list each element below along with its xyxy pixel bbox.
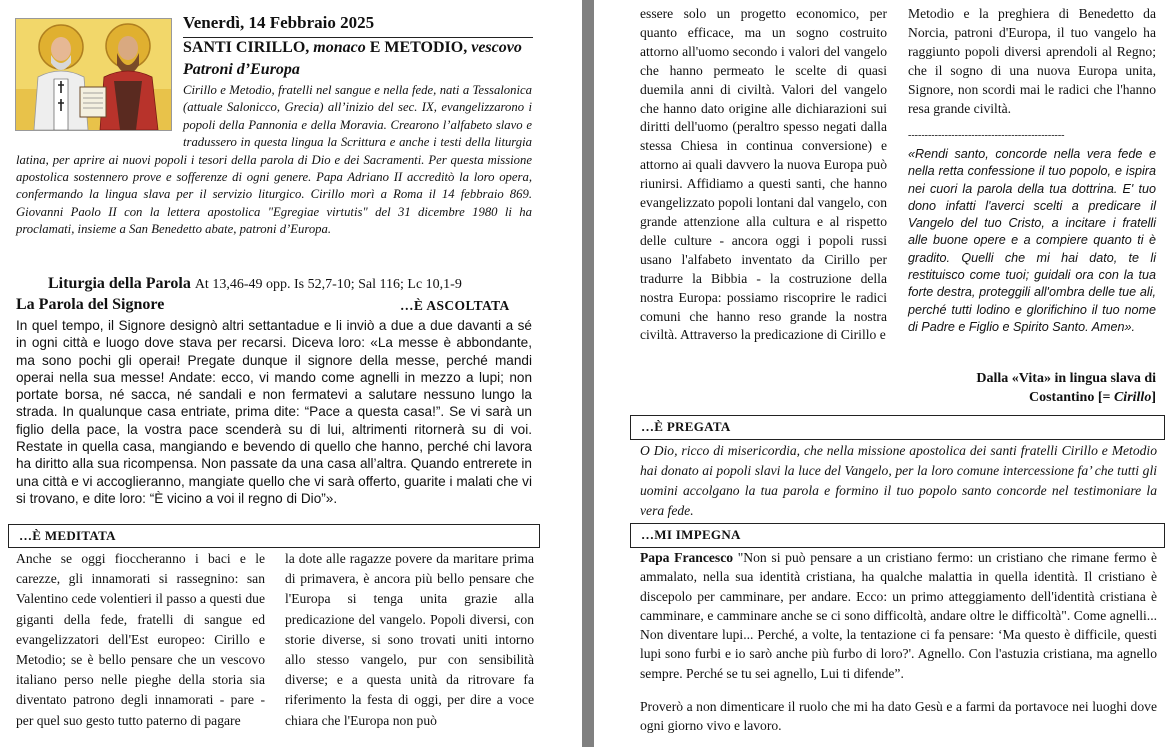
saints-bio-wrap: [16, 82, 532, 274]
gospel-text: In quel tempo, il Signore designò altri settantadue e li inviò a due a due davanti a sé in ogni città e luogo dove stava per recarsi. Diceva loro: «La messe è abbondante, ma sono pochi gli operai! Pregate dunque il signore della messe, perché mandi operai nella sua messe! Andate: ecco, vi mando come agnelli in mezzo a lupi; non portate borsa, né sacca, né sandali e non fermatevi a salutare nessuno lungo la strada. In qualunque casa entriate, prima dite: “Pace a questa casa!”. Se vi sarà un figlio della pace, la vostra pace scenderà su di lui, altrimenti ritornerà su di voi. Restate in quella casa, mangiando e bevendo di quello che hanno, perché chi lavora ha diritto alla sua ricompensa. Non passate da una casa all’altra. Quando entrerete in una città e vi accoglieranno, mangiate quello che vi sarà offerto, guarite i malati che vi si trovano, e dite loro: “È vicino a voi il regno di Dio”».: [16, 318, 532, 506]
quote-source-saint: Cirillo: [1113, 390, 1152, 405]
right-page: [594, 0, 1173, 747]
ascoltata-label: …È ASCOLTATA: [400, 298, 510, 313]
quote-source-line-1: Dalla «Vita» in lingua slava di: [976, 371, 1156, 386]
quote-source-line-2: [908, 388, 1156, 407]
liturgy-heading: [48, 275, 462, 293]
meditata-label: …È MEDITATA: [19, 528, 116, 543]
quote-source-bracket: ]: [1151, 390, 1156, 405]
commitment-text: Proverò a non dimenticare il ruolo che mi ha dato Gesù e a farmi da portavoce nei luoghi dove ogni giorno vivo e lavoro.: [640, 699, 1157, 734]
meditata-box: [8, 524, 540, 548]
pregata-label: …È PREGATA: [641, 419, 731, 434]
saints-bio: Cirillo e Metodio, fratelli nel sangue e nella fede, nati a Tessalonica (attuale Salonicco, Grecia) all’inizio del sec. IX, evangelizzarono i popoli della Pannonia e della Moravia. Crearono l’alfabeto slavo e tradussero in questa lingua la Scrittura e anche i testi della liturgia latina, per aprire ai nuovi popoli i tesori della parola di Dio e dei Sacramenti. Per questa missione apostolica sostennero prove e sofferenze di ogni genere. Papa Adriano II accreditò la loro opera, confermando la lingua slava per il servizio liturgico. Cirillo morì a Roma il 14 febbraio 869. Giovanni Paolo II con la lettera apostolica "Egregiae virtutis" del 31 dicembre 1980 li ha proclamati, insieme a San Benedetto abate, patroni d’Europa.: [16, 83, 532, 237]
meditation-col-1: Anche se oggi fioccheranno i baci e le carezze, gli innamorati si rassegnino: san Valentino cede volentieri il passo a questi due giganti della fede, fratelli di sangue ed evangelizzatori dell'Est europeo: Cirillo e Metodio; se è bello pensare che un vescovo italiano perso nelle pieghe della storia sia diventato patrono degli innamorati - pare - per quel suo gesto tutto paterno di pagare: [16, 551, 265, 728]
saints-title-names-2: E METODIO,: [365, 39, 472, 56]
meditation-col-3: essere solo un progetto economico, per quanto efficace, ma un sogno costruito attorno all'uomo secondo i valori del vangelo che hanno permeato le scelte di quasi duemila anni di civiltà. Valori del vangelo che hanno dato origine alle dichiarazioni sui diritti dell'uomo (peraltro spesso negati dalla stessa Chiesa in continua conversione) e attorno ai quali davvero la nuova Europa può riunirsi. Affidiamo a questi santi, che hanno evangelizzato popoli lontani dal vangelo, con grande attenzione alla cultura e al rispetto delle culture - ancora oggi i popoli russi usano l'alfabeto inventato da Cirillo per tradurre la Bibbia - la costruzione della nostra Europa: possiamo riscoprire le radici comuni che hanno reso grande la nostra civiltà. Attraverso la predicazione di Cirillo e: [640, 6, 887, 343]
prayer-text: O Dio, ricco di misericordia, che nella missione apostolica dei santi fratelli Cirillo e Metodio hai donato ai popoli slavi la luce del Vangelo, per la loro comune intercessione fa’ che tutti gli uomini accolgano la tua parola e formino il tuo popolo santo concorde nel testimoniare la vera fede.: [640, 443, 1157, 518]
saints-title-names-1: SANTI CIRILLO,: [183, 39, 314, 56]
date-heading: Venerdì, 14 Febbraio 2025: [183, 13, 375, 32]
pregata-box: [630, 415, 1165, 440]
left-page: [0, 0, 582, 747]
liturgy-title: Liturgia della Parola: [48, 275, 191, 292]
saints-title-role-2: vescovo: [471, 39, 522, 56]
separator-line: -----------------------------------------------: [908, 130, 1065, 141]
saints-patronage: Patroni d’Europa: [183, 61, 300, 78]
quote-source: [908, 369, 1156, 407]
liturgy-refs: At 13,46-49 opp. Is 52,7-10; Sal 116; Lc 10,1-9: [194, 277, 462, 292]
pope-name: Papa Francesco: [640, 550, 734, 565]
meditation-col-4: Metodio e la preghiera di Benedetto da Norcia, patroni d'Europa, il tuo vangelo ha raggiunto popoli diversi aprendoli al Regno; che il sogno di una nuova Europa unita, Signore, non scordi mai le radici che l'hanno resa grande civiltà.: [908, 6, 1156, 116]
date-underline: [183, 37, 533, 38]
quote-source-name: Costantino [=: [1028, 390, 1114, 405]
impegna-box: [630, 523, 1165, 548]
meditation-col-2: la dote alle ragazze povere da maritare prima di primavera, è ancora più bello pensare che l'Europa si tenga unita grazie alla predicazione del vangelo. Popoli diversi, con storie diverse, si sono trovati uniti intorno allo stesso vangelo, pur con sensibilità diverse; e a questa unità da ritrovare fa riferimento la festa di oggi, per dire a voce chiara che l'Europa non può: [285, 551, 534, 728]
word-title: La Parola del Signore: [16, 296, 165, 313]
quote-text: «Rendi santo, concorde nella vera fede e nella retta confessione il tuo popolo, e ispira nei cuori la parola della tua dottrina. E' tuo dono infatti l'averci scelti a predicare il Vangelo del tuo Cristo, a incitare i fratelli alle buone opere e a compiere quanto ti è gradito. Quelli che mi hai dato, te li restituisco come tuoi; guidali ora con la tua forte destra, proteggili all'ombra delle tue ali, perché tutti lodino e glorifichino il tuo nome di Padre e Figlio e Spirito Santo. Amen».: [908, 147, 1156, 334]
saints-title-role-1: monaco: [313, 39, 366, 56]
icon-float-spacer: [16, 82, 183, 138]
pope-text: "Non si può pensare a un cristiano fermo: un cristiano che rimane fermo è ammalato, nella sua identità cristiana, ha qualche malattia in quella identità. Il cristiano è discepolo per camminare, per andare. Ecco: un primo atteggiamento dell'identità cristiana è camminare, e camminare anche se ci sono difficoltà, andare oltre le difficoltà". Come agnelli... Non diventare lupi... Perché, a volte, la tentazione ci fa pensare: ‘Ma questo è difficile, questi lupi sono furbi e io sarò anche più furbo di loro?'. Agnello. Con l'astuzia cristiana, ma agnello sempre. Perché se tu sei agnello, Lui ti difende”.: [640, 550, 1157, 681]
impegna-label: …MI IMPEGNA: [641, 527, 741, 542]
saints-title: [183, 39, 522, 57]
pope-quote: [640, 548, 1157, 683]
